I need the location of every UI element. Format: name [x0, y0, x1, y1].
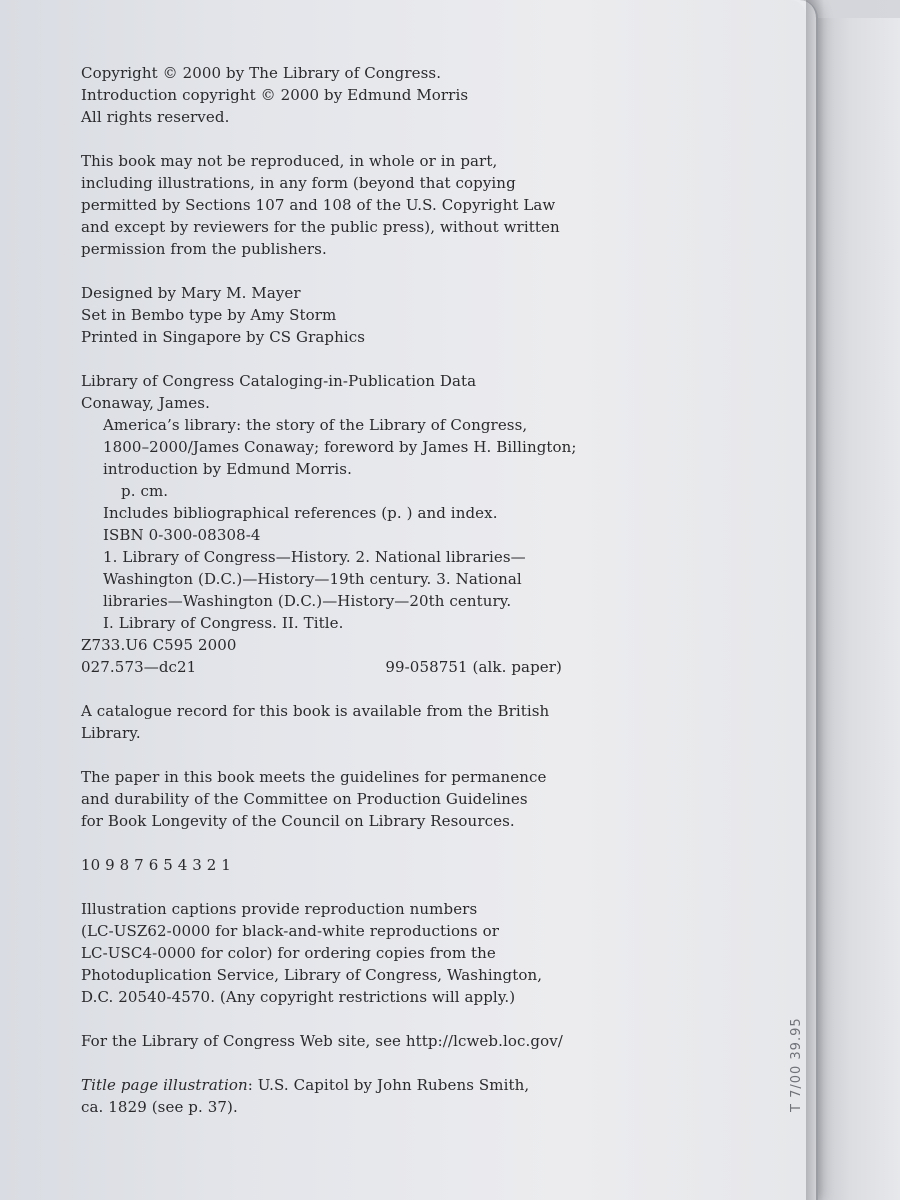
- next-page-edge: [817, 18, 900, 1200]
- rights-reserved-line: All rights reserved.: [81, 108, 230, 126]
- catalog-isbn: ISBN 0-300-08308-4: [103, 526, 261, 544]
- production-credits: [81, 282, 581, 348]
- captions-line: LC-USC4-0000 for color) for ordering copies from the: [81, 944, 496, 962]
- catalog-call-number: Z733.U6 C595 2000: [81, 636, 237, 654]
- catalog-pcm: p. cm.: [121, 482, 169, 500]
- typesetting-credit: Set in Bembo type by Amy Storm: [81, 306, 337, 324]
- catalog-title-line: introduction by Edmund Morris.: [103, 460, 352, 478]
- reproduction-line: permission from the publishers.: [81, 240, 327, 258]
- reproduction-notice: [81, 150, 581, 260]
- catalog-includes: Includes bibliographical references (p. ) and index.: [103, 504, 498, 522]
- captions-line: Photoduplication Service, Library of Congress, Washington,: [81, 966, 543, 984]
- title-illustration-line: [81, 1074, 581, 1096]
- catalog-subject-line: I. Library of Congress. II. Title.: [103, 614, 344, 632]
- british-library-line: A catalogue record for this book is available from the British: [81, 702, 550, 720]
- cataloging-data: [81, 370, 581, 678]
- british-library-notice: [81, 700, 581, 744]
- catalog-header: Library of Congress Cataloging-in-Publication Data: [81, 372, 477, 390]
- printing-credit: Printed in Singapore by CS Graphics: [81, 328, 366, 346]
- copyright-block: [81, 62, 581, 128]
- title-illustration-date: ca. 1829 (see p. 37).: [81, 1098, 238, 1116]
- reproduction-line: This book may not be reproduced, in whole or in part,: [81, 152, 498, 170]
- catalog-record-number: 99-058751 (alk. paper): [385, 658, 562, 676]
- website-line: For the Library of Congress Web site, see http://lcweb.loc.gov/: [81, 1032, 563, 1050]
- paper-line: The paper in this book meets the guidelines for permanence: [81, 768, 547, 786]
- printing-line: [81, 854, 581, 876]
- catalog-title-line: America’s library: the story of the Library of Congress,: [103, 416, 528, 434]
- title-illustration-text: : U.S. Capitol by John Rubens Smith,: [247, 1076, 530, 1094]
- reproduction-line: permitted by Sections 107 and 108 of the U.S. Copyright Law: [81, 196, 556, 214]
- website-notice: [81, 1030, 581, 1052]
- captions-line: Illustration captions provide reproduction numbers: [81, 900, 478, 918]
- catalog-subject-line: libraries—Washington (D.C.)—History—20th century.: [103, 592, 512, 610]
- page-content: [81, 62, 581, 1140]
- catalog-dewey: 027.573—dc21: [81, 658, 197, 676]
- page-shadow: [806, 0, 824, 1200]
- handwritten-price-note: T 7/00 39.95: [789, 1017, 804, 1112]
- catalog-subject-line: 1. Library of Congress—History. 2. National libraries—: [103, 548, 526, 566]
- title-illustration-label: Title page illustration: [81, 1076, 248, 1094]
- paper-notice: [81, 766, 581, 832]
- reproduction-line: including illustrations, in any form (beyond that copying: [81, 174, 516, 192]
- catalog-title-line: 1800–2000/James Conaway; foreword by James H. Billington;: [103, 438, 577, 456]
- printing-number: 10 9 8 7 6 5 4 3 2 1: [81, 856, 231, 874]
- paper-line: for Book Longevity of the Council on Library Resources.: [81, 812, 515, 830]
- reproduction-line: and except by reviewers for the public press), without written: [81, 218, 560, 236]
- copyright-line: Copyright © 2000 by The Library of Congress.: [81, 64, 442, 82]
- captions-line: D.C. 20540-4570. (Any copyright restrictions will apply.): [81, 988, 516, 1006]
- captions-notice: [81, 898, 581, 1008]
- designer-credit: Designed by Mary M. Mayer: [81, 284, 301, 302]
- captions-line: (LC-USZ62-0000 for black-and-white reproductions or: [81, 922, 499, 940]
- catalog-classification-row: [81, 656, 562, 678]
- introduction-copyright-line: Introduction copyright © 2000 by Edmund Morris: [81, 86, 469, 104]
- catalog-author: Conaway, James.: [81, 394, 210, 412]
- catalog-subject-line: Washington (D.C.)—History—19th century. 3. National: [103, 570, 522, 588]
- british-library-line: Library.: [81, 724, 141, 742]
- paper-line: and durability of the Committee on Production Guidelines: [81, 790, 528, 808]
- title-illustration-credit: [81, 1074, 581, 1118]
